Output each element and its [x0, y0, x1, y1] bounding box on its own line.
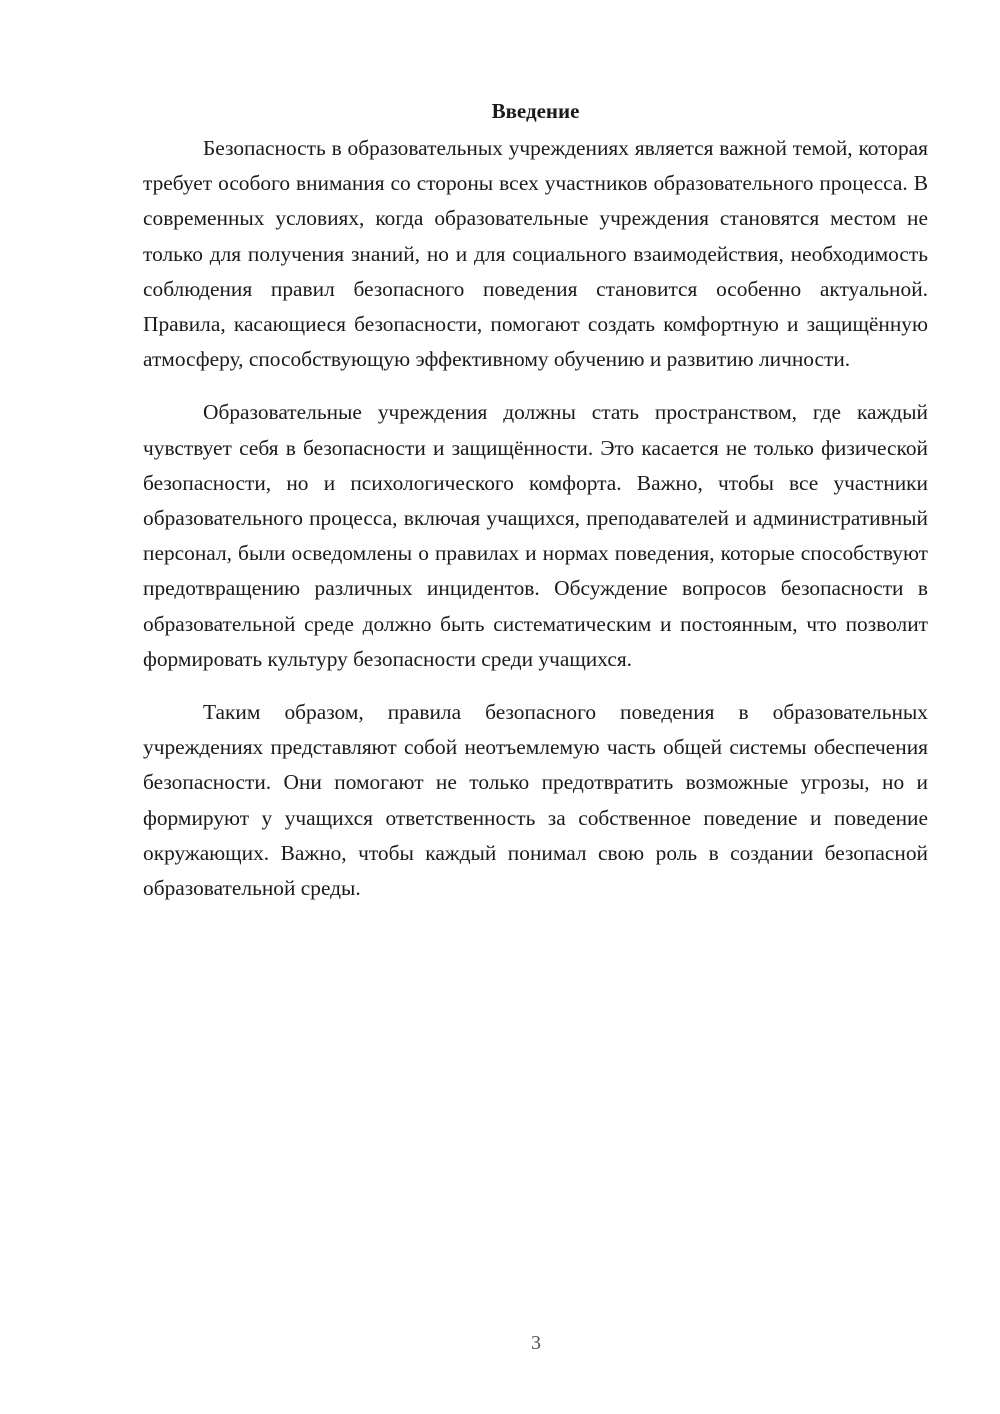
page-content: [143, 94, 928, 906]
paragraph-3: Таким образом, правила безопасного поведения в образовательных учреждениях представляют собой неотъемлемую часть общей системы обеспечения безопасности. Они помогают не только предотвратить возможные угрозы, но и формируют у учащихся ответственность за собственное поведение и поведение окружающих. Важно, чтобы каждый понимал свою роль в создании безопасной образовательной среды.: [143, 700, 928, 901]
paragraph-2: Образовательные учреждения должны стать пространством, где каждый чувствует себя в безопасности и защищённости. Это касается не только физической безопасности, но и психологического комфорта. Важно, чтобы все участники образовательного процесса, включая учащихся, преподавателей и административный персонал, были осведомлены о правилах и нормах поведения, которые способствуют предотвращению различных инцидентов. Обсуждение вопросов безопасности в образовательной среде должно быть систематическим и постоянным, что позволит формировать культуру безопасности среди учащихся.: [143, 400, 928, 671]
paragraph-1: Безопасность в образовательных учреждениях является важной темой, которая требует особого внимания со стороны всех участников образовательного процесса. В современных условиях, когда образовательные учреждения становятся местом не только для получения знаний, но и для социального взаимодействия, необходимость соблюдения правил безопасного поведения становится особенно актуальной. Правила, касающиеся безопасности, помогают создать комфортную и защищённую атмосферу, способствующую эффективному обучению и развитию личности.: [143, 136, 928, 372]
section-title: Введение: [491, 99, 580, 123]
page-number: 3: [531, 1332, 541, 1354]
